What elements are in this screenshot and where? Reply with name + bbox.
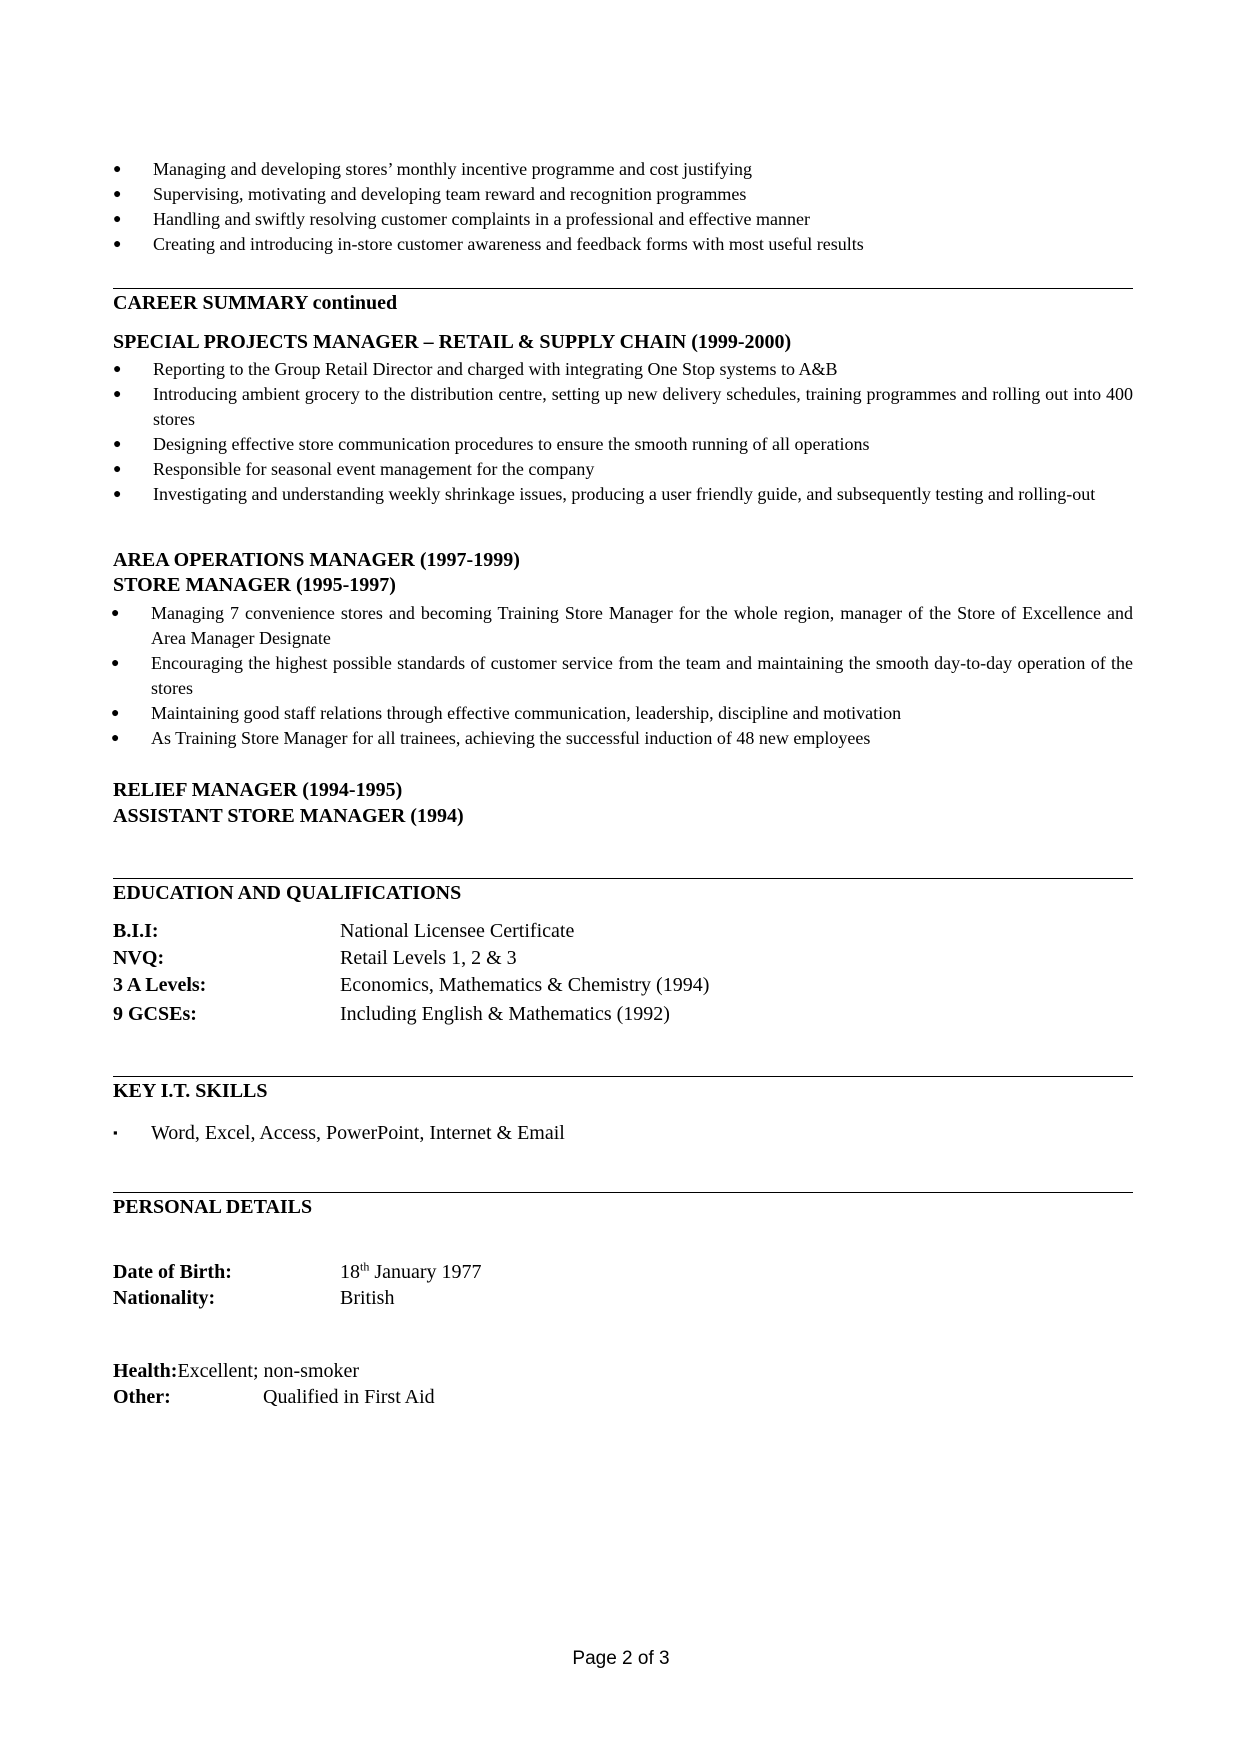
other-value: Qualified in First Aid [263, 1386, 435, 1408]
bullet-text: Maintaining good staff relations through effective communication, leadership, discipline and motivation [151, 703, 902, 723]
bullet-dot-icon: ● [113, 162, 122, 177]
qualification-value: Economics, Mathematics & Chemistry (1994) [340, 974, 710, 996]
bullet-dot-icon: ● [111, 706, 120, 721]
store-manager-title: STORE MANAGER (1995-1997) [113, 574, 396, 596]
bullet-dot-icon: ● [113, 437, 122, 452]
dob-value [340, 1259, 482, 1285]
bullet-item [113, 482, 1133, 507]
bullet-item [113, 357, 1133, 382]
qualification-value: Retail Levels 1, 2 & 3 [340, 947, 517, 969]
bullet-text: Managing 7 convenience stores and becoming Training Store Manager for the whole region, manager of the Store of Excellence and Area Manager Designate [151, 603, 1133, 648]
bullet-item [111, 651, 1133, 701]
area-manager-bullets [113, 601, 1133, 751]
qualification-label: B.I.I: [113, 920, 159, 942]
nationality-value: British [340, 1287, 395, 1309]
dob-rest: January 1977 [369, 1261, 482, 1283]
dob-day: 18 [340, 1261, 360, 1283]
special-projects-bullets [113, 357, 1133, 507]
bullet-dot-icon: ● [113, 212, 122, 227]
section-divider [113, 288, 1133, 289]
area-manager-title: AREA OPERATIONS MANAGER (1997-1999) [113, 549, 520, 571]
qualification-label: NVQ: [113, 947, 165, 969]
page-number: Page 2 of 3 [572, 1648, 670, 1669]
nationality-label: Nationality: [113, 1287, 216, 1309]
bullet-item [113, 232, 1133, 257]
education-heading: EDUCATION AND QUALIFICATIONS [113, 882, 462, 904]
other-label: Other: [113, 1386, 171, 1408]
section-divider [113, 1076, 1133, 1077]
assistant-manager-title: ASSISTANT STORE MANAGER (1994) [113, 805, 464, 827]
bullet-item [113, 382, 1133, 432]
bullet-item [113, 157, 1133, 182]
bullet-dot-icon: ● [113, 487, 122, 502]
career-summary-heading: CAREER SUMMARY continued [113, 292, 398, 314]
health-row [113, 1358, 1013, 1384]
it-skills-heading: KEY I.T. SKILLS [113, 1080, 268, 1102]
square-bullet-icon: ▪ [113, 1125, 118, 1140]
section-divider [113, 1192, 1133, 1193]
bullet-text: Responsible for seasonal event management for the company [153, 459, 595, 479]
bullet-item [113, 207, 1133, 232]
relief-manager-title: RELIEF MANAGER (1994-1995) [113, 779, 403, 801]
qualification-value: National Licensee Certificate [340, 920, 575, 942]
dob-label: Date of Birth: [113, 1261, 232, 1283]
special-projects-title: SPECIAL PROJECTS MANAGER – RETAIL & SUPPLY CHAIN (1999-2000) [113, 331, 792, 353]
bullet-text: Reporting to the Group Retail Director and charged with integrating One Stop systems to A&B [153, 359, 838, 379]
bullet-item [111, 726, 1133, 751]
bullet-text: As Training Store Manager for all trainees, achieving the successful induction of 48 new employees [151, 728, 871, 748]
qualification-label: 9 GCSEs: [113, 1003, 197, 1025]
bullet-text: Creating and introducing in-store customer awareness and feedback forms with most useful results [153, 234, 864, 254]
bullet-item [111, 701, 1133, 726]
qualification-label: 3 A Levels: [113, 974, 207, 996]
bullet-item [113, 457, 1133, 482]
bullet-dot-icon: ● [111, 731, 120, 746]
bullet-dot-icon: ● [111, 606, 120, 621]
dob-suffix: th [360, 1259, 370, 1274]
bullet-dot-icon: ● [113, 362, 122, 377]
bullet-item [113, 432, 1133, 457]
bullet-item [111, 601, 1133, 651]
health-label: Health: [113, 1360, 178, 1382]
bullet-dot-icon: ● [113, 462, 122, 477]
bullet-text: Designing effective store communication procedures to ensure the smooth running of all operations [153, 434, 870, 454]
bullet-text: Handling and swiftly resolving customer complaints in a professional and effective manner [153, 209, 810, 229]
bullet-text: Investigating and understanding weekly shrinkage issues, producing a user friendly guide, and subsequently testing and rolling-out [153, 484, 1096, 504]
section-divider [113, 878, 1133, 879]
bullet-text: Supervising, motivating and developing team reward and recognition programmes [153, 184, 747, 204]
bullet-dot-icon: ● [113, 387, 122, 402]
bullet-dot-icon: ● [111, 656, 120, 671]
qualification-value: Including English & Mathematics (1992) [340, 1003, 670, 1025]
bullet-text: Managing and developing stores’ monthly incentive programme and cost justifying [153, 159, 753, 179]
bullet-item [113, 182, 1133, 207]
top-bullet-list [113, 157, 1133, 257]
personal-details-heading: PERSONAL DETAILS [113, 1196, 313, 1218]
bullet-text: Introducing ambient grocery to the distribution centre, setting up new delivery schedules, training programmes and rolling out into 400 stores [153, 384, 1133, 429]
health-value: Excellent; non-smoker [177, 1360, 360, 1382]
it-skill-text: Word, Excel, Access, PowerPoint, Internet & Email [151, 1122, 565, 1144]
bullet-dot-icon: ● [113, 187, 122, 202]
bullet-dot-icon: ● [113, 237, 122, 252]
bullet-text: Encouraging the highest possible standards of customer service from the team and maintaining the smooth day-to-day operation of the stores [151, 653, 1133, 698]
